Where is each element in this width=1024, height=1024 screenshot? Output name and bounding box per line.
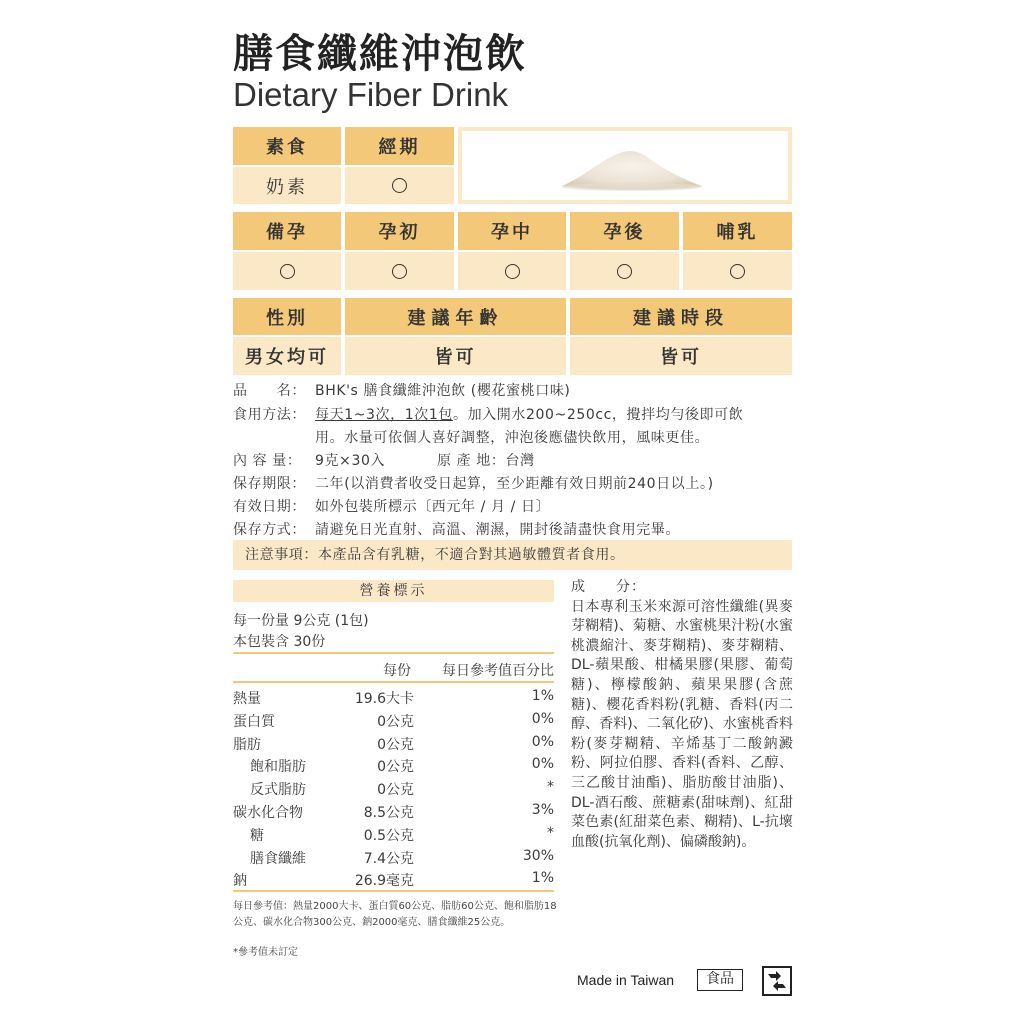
usage-emphasis: 每天1~3次，1次1包 [315, 407, 453, 423]
ingredients-text: 日本專利玉米來源可溶性纖維(異麥芽糊精)、菊糖、水蜜桃果汁粉(水蜜桃濃縮汁、麥芽糊精)、麥芽糊精、DL-蘋果酸、柑橘果膠(果膠、葡萄糖)、檸檬酸鈉、蘋果果膠(含蔗糖)、櫻花香料粉(乳糖、香料(丙二醇、香料)、二氧化矽)、水蜜桃香料粉(麥芽糊精、辛烯基丁二酸鈉澱粉、阿拉伯膠、香料(香料、乙醇、三乙酸甘油酯)、脂肪酸甘油脂)、DL-酒石酸、蔗糖素(甜味劑)、紅甜菜色素(紅甜菜色素、糊精)、L-抗壞血酸(抗氧化劑)、偏磷酸鈉)。 [571, 598, 793, 850]
nutrient-daily-value: 0% [531, 710, 554, 727]
info-label: 保存期限： [233, 476, 306, 492]
food-badge: 食品 [697, 969, 743, 991]
nutrient-name: 飽和脂肪 [250, 759, 306, 776]
divider [233, 652, 554, 654]
circle-icon [730, 264, 745, 279]
made-in-label: Made in Taiwan [577, 972, 675, 988]
nutrient-daily-value: 0% [531, 756, 554, 773]
age-header: 建議年齡 [345, 298, 566, 335]
servings-per-package: 本包裝含 30份 [233, 634, 326, 650]
info-label: 原 產 地： [437, 453, 506, 469]
notice-banner: 注意事項：本產品含有乳糖，不適合對其過敏體質者食用。 [233, 540, 792, 570]
ingredients [571, 578, 793, 852]
nutrient-name: 脂肪 [233, 736, 261, 753]
stage-header-early: 孕初 [345, 212, 454, 250]
nutrient-amount: 8.5公克 [363, 805, 414, 821]
info-shelf-life [233, 473, 714, 493]
col-daily-value: 每日參考值百分比 [442, 663, 554, 679]
stage-value-prepregnancy [233, 252, 341, 290]
nutrient-amount: 7.4公克 [363, 850, 414, 867]
col-per-serving: 每份 [383, 663, 411, 679]
info-content [233, 450, 385, 470]
nutrient-name: 糖 [250, 827, 264, 844]
circle-icon [392, 264, 407, 279]
nutrition-header: 營養標示 [233, 580, 554, 602]
info-name [233, 380, 570, 400]
recycle-icon [762, 966, 792, 996]
nutrient-name: 蛋白質 [233, 713, 275, 730]
stage-header-late: 孕後 [570, 212, 679, 250]
info-label: 內 容 量： [233, 453, 302, 469]
powder-pile-icon [462, 131, 788, 200]
stage-header-lactation: 哺乳 [683, 212, 792, 250]
serving-size: 每一份量 9公克 (1包) [233, 613, 369, 629]
period-value [345, 167, 454, 204]
nutrition-footnote-2: *參考值未訂定 [233, 947, 298, 958]
age-value: 皆可 [345, 337, 566, 375]
nutrient-daily-value: 1% [531, 870, 554, 887]
info-value: 二年(以消費者收受日起算，至少距離有效日期前240日以上。) [315, 476, 714, 492]
stage-header-mid: 孕中 [458, 212, 566, 250]
gender-header: 性別 [233, 298, 341, 335]
divider [233, 681, 554, 683]
info-label: 有效日期： [233, 499, 306, 515]
stage-value-early [345, 252, 454, 290]
info-label: 保存方式： [233, 522, 306, 538]
nutrient-daily-value: 3% [531, 802, 554, 818]
nutrient-amount: 0公克 [377, 759, 414, 776]
nutrient-amount: 0公克 [377, 713, 414, 730]
nutrient-name: 鈉 [233, 873, 247, 890]
ingredients-label: 成 分： [571, 579, 646, 595]
circle-icon [617, 264, 632, 279]
info-value: 如外包裝所標示〔西元年 / 月 / 日〕 [315, 499, 551, 515]
nutrient-amount: 0.5公克 [363, 827, 414, 844]
period-header: 經期 [345, 127, 454, 165]
divider [233, 890, 554, 892]
time-header: 建議時段 [570, 298, 792, 335]
info-value: 。加入開水200~250cc，攪拌均勻後即可飲 [452, 407, 744, 423]
info-storage [233, 519, 680, 539]
nutrient-daily-value: 30% [522, 847, 554, 864]
nutrient-daily-value: * [547, 824, 554, 841]
nutrient-amount: 26.9毫克 [354, 873, 414, 890]
diet-value: 奶素 [233, 167, 341, 204]
nutrient-name: 反式脂肪 [250, 782, 306, 799]
info-label: 品 名： [233, 383, 306, 399]
stage-value-lactation [683, 252, 792, 290]
info-value: 請避免日光直射、高溫、潮濕，開封後請盡快食用完畢。 [315, 522, 680, 538]
info-label: 食用方法： [233, 407, 306, 423]
nutrient-name: 膳食纖維 [250, 850, 306, 867]
stage-value-late [570, 252, 679, 290]
nutrient-daily-value: * [547, 779, 554, 796]
circle-icon [505, 264, 520, 279]
circle-icon [392, 178, 407, 193]
nutrient-name: 碳水化合物 [233, 805, 303, 821]
diet-header: 素食 [233, 127, 341, 165]
info-value: 9克×30入 [315, 453, 386, 469]
nutrient-amount: 0公克 [377, 782, 414, 799]
info-value: BHK's 膳食纖維沖泡飲 (櫻花蜜桃口味) [315, 383, 571, 399]
nutrient-amount: 19.6大卡 [354, 691, 414, 707]
info-expiry [233, 496, 550, 516]
info-usage-line2: 用。水量可依個人喜好調整，沖泡後應儘快飲用，風味更佳。 [315, 430, 710, 446]
info-usage [233, 404, 743, 424]
circle-icon [280, 264, 295, 279]
stage-header-prepregnancy: 備孕 [233, 212, 341, 250]
gender-value: 男女均可 [233, 337, 341, 375]
page-subtitle: Dietary Fiber Drink [233, 76, 509, 113]
page-title: 膳食纖維沖泡飲 [233, 31, 527, 77]
nutrition-footnote: 每日參考值：熱量2000大卡、蛋白質60公克、脂肪60公克、飽和脂肪18公克、碳水化合物300公克、鈉2000毫克、膳食纖維25公克。 [233, 901, 557, 928]
nutrient-amount: 0公克 [377, 736, 414, 753]
product-image-box [458, 127, 792, 204]
stage-value-mid [458, 252, 566, 290]
nutrient-name: 熱量 [233, 691, 261, 707]
info-value: 台灣 [505, 453, 535, 469]
info-origin [437, 450, 535, 470]
time-value: 皆可 [570, 337, 792, 375]
nutrient-daily-value: 0% [531, 733, 554, 750]
nutrient-daily-value: 1% [531, 688, 554, 704]
